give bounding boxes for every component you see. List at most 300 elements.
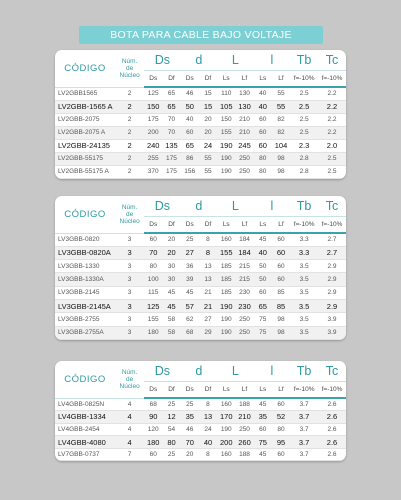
num-nucleo-header: Núm. de Núcleo [115, 196, 144, 233]
L-f-cell: 245 [235, 139, 253, 152]
ds-f-cell: 135 [162, 139, 180, 152]
sub-header: Ds [181, 217, 199, 234]
d-f-cell: 55 [199, 165, 217, 178]
ds-f-cell: 58 [162, 326, 180, 339]
nucleo-cell: 2 [115, 165, 144, 178]
tc-cell: 2.7 [318, 233, 346, 246]
l-s-cell: 50 [254, 260, 272, 273]
d-cell: 27 [181, 246, 199, 259]
l-f-cell: 60 [272, 273, 290, 286]
code-cell: LV3GBB-2145 [55, 286, 115, 299]
table-row [55, 448, 346, 461]
l-f-cell: 82 [272, 126, 290, 139]
l-s-cell: 75 [254, 313, 272, 326]
d-f-cell: 24 [199, 423, 217, 436]
spec-table [55, 50, 346, 179]
l-f-cell: 52 [272, 411, 290, 424]
d-f-cell: 15 [199, 87, 217, 100]
tb-cell: 2.5 [290, 87, 318, 100]
ds-f-cell: 70 [162, 113, 180, 126]
sub-header: Df [199, 382, 217, 399]
L-s-cell: 155 [217, 246, 235, 259]
ds-cell: 180 [144, 326, 162, 339]
l-s-cell: 40 [254, 87, 272, 100]
sub-header: f=-10% [318, 217, 346, 234]
ds-cell: 175 [144, 113, 162, 126]
sub-header: Ls [254, 71, 272, 88]
tb-header: Tb [290, 50, 318, 71]
table-row [55, 260, 346, 273]
tb-header: Tb [290, 361, 318, 382]
L-header: L [217, 361, 254, 382]
tc-cell: 2.9 [318, 299, 346, 312]
L-f-cell: 188 [235, 448, 253, 461]
ds-cell: 115 [144, 286, 162, 299]
tc-header: Tc [318, 196, 346, 217]
codigo-header: CÓDIGO [55, 361, 115, 398]
ds-cell: 100 [144, 273, 162, 286]
L-s-cell: 200 [217, 436, 235, 449]
L-s-cell: 110 [217, 87, 235, 100]
l-s-cell: 35 [254, 411, 272, 424]
code-cell: LV3GBB-2755 [55, 313, 115, 326]
tb-cell: 2.5 [290, 126, 318, 139]
l-f-cell: 60 [272, 233, 290, 246]
sub-header: f=-10% [290, 217, 318, 234]
sub-header: Ls [254, 217, 272, 234]
ds-f-cell: 80 [162, 436, 180, 449]
ds-f-cell: 45 [162, 299, 180, 312]
tb-cell: 3.5 [290, 326, 318, 339]
ds-header: Ds [144, 361, 181, 382]
tc-cell: 2.5 [318, 152, 346, 165]
sub-header: Ds [181, 382, 199, 399]
sub-header: Lf [235, 217, 253, 234]
sub-header: f=-10% [318, 71, 346, 88]
d-f-cell: 55 [199, 152, 217, 165]
l-f-cell: 55 [272, 100, 290, 113]
l-f-cell: 85 [272, 299, 290, 312]
tb-cell: 3.7 [290, 436, 318, 449]
nucleo-cell: 2 [115, 100, 144, 113]
tc-cell: 2.6 [318, 411, 346, 424]
d-f-cell: 21 [199, 299, 217, 312]
L-f-cell: 210 [235, 411, 253, 424]
nucleo-cell: 3 [115, 286, 144, 299]
ds-cell: 200 [144, 126, 162, 139]
L-header: L [217, 196, 254, 217]
nucleo-cell: 4 [115, 411, 144, 424]
tc-cell: 2.2 [318, 87, 346, 100]
L-s-cell: 170 [217, 411, 235, 424]
nucleo-cell: 3 [115, 313, 144, 326]
d-f-cell: 8 [199, 398, 217, 411]
L-s-cell: 185 [217, 260, 235, 273]
code-cell: LV3GBB-0820 [55, 233, 115, 246]
d-cell: 20 [181, 448, 199, 461]
L-f-cell: 250 [235, 313, 253, 326]
table-row [55, 326, 346, 339]
tc-cell: 2.2 [318, 100, 346, 113]
l-s-cell: 60 [254, 286, 272, 299]
sub-header: Ds [144, 217, 162, 234]
num-nucleo-header: Núm. de Núcleo [115, 361, 144, 398]
ds-f-cell: 25 [162, 398, 180, 411]
l-f-cell: 98 [272, 326, 290, 339]
nucleo-cell: 2 [115, 113, 144, 126]
code-cell: LV2GBB1565 [55, 87, 115, 100]
d-cell: 70 [181, 436, 199, 449]
l-s-cell: 40 [254, 246, 272, 259]
table-row [55, 411, 346, 424]
l-s-cell: 60 [254, 126, 272, 139]
sub-header: f=-10% [318, 382, 346, 399]
l-header: l [254, 196, 291, 217]
d-cell: 46 [181, 87, 199, 100]
tb-cell: 3.5 [290, 313, 318, 326]
nucleo-cell: 4 [115, 398, 144, 411]
d-header: d [181, 50, 218, 71]
tc-cell: 2.6 [318, 398, 346, 411]
ds-f-cell: 25 [162, 448, 180, 461]
tc-cell: 2.6 [318, 448, 346, 461]
L-f-cell: 184 [235, 233, 253, 246]
ds-cell: 120 [144, 423, 162, 436]
L-f-cell: 230 [235, 299, 253, 312]
ds-cell: 150 [144, 100, 162, 113]
d-f-cell: 29 [199, 326, 217, 339]
L-s-cell: 190 [217, 165, 235, 178]
L-f-cell: 130 [235, 100, 253, 113]
L-header: L [217, 50, 254, 71]
d-cell: 39 [181, 273, 199, 286]
table-body [55, 233, 346, 339]
d-f-cell: 15 [199, 100, 217, 113]
ds-f-cell: 58 [162, 313, 180, 326]
tc-header: Tc [318, 50, 346, 71]
table-body [55, 398, 346, 461]
nucleo-cell: 3 [115, 326, 144, 339]
code-cell: LV2GBB-24135 [55, 139, 115, 152]
table-row [55, 152, 346, 165]
nucleo-cell: 2 [115, 139, 144, 152]
l-header: l [254, 50, 291, 71]
ds-cell: 90 [144, 411, 162, 424]
nucleo-cell: 3 [115, 260, 144, 273]
code-cell: LV4GBB-2454 [55, 423, 115, 436]
ds-f-cell: 30 [162, 260, 180, 273]
nucleo-cell: 3 [115, 246, 144, 259]
d-cell: 36 [181, 260, 199, 273]
tc-cell: 2.2 [318, 126, 346, 139]
d-header: d [181, 196, 218, 217]
L-s-cell: 185 [217, 273, 235, 286]
l-f-cell: 98 [272, 165, 290, 178]
table-row [55, 233, 346, 246]
table-row [55, 286, 346, 299]
tc-cell: 2.7 [318, 246, 346, 259]
tb-cell: 2.8 [290, 165, 318, 178]
tb-cell: 3.7 [290, 398, 318, 411]
nucleo-cell: 4 [115, 423, 144, 436]
d-cell: 57 [181, 299, 199, 312]
tb-cell: 3.7 [290, 423, 318, 436]
l-s-cell: 65 [254, 299, 272, 312]
tc-cell: 2.9 [318, 273, 346, 286]
tc-cell: 2.0 [318, 139, 346, 152]
ds-cell: 255 [144, 152, 162, 165]
L-f-cell: 184 [235, 246, 253, 259]
l-f-cell: 98 [272, 313, 290, 326]
l-f-cell: 80 [272, 423, 290, 436]
L-f-cell: 130 [235, 87, 253, 100]
tb-cell: 2.8 [290, 152, 318, 165]
tb-cell: 3.5 [290, 273, 318, 286]
L-f-cell: 188 [235, 398, 253, 411]
tc-cell: 2.6 [318, 436, 346, 449]
ds-f-cell: 65 [162, 100, 180, 113]
L-s-cell: 190 [217, 326, 235, 339]
tb-cell: 3.5 [290, 299, 318, 312]
d-cell: 86 [181, 152, 199, 165]
ds-f-cell: 45 [162, 286, 180, 299]
tb-cell: 2.3 [290, 139, 318, 152]
l-s-cell: 80 [254, 165, 272, 178]
L-s-cell: 190 [217, 313, 235, 326]
d-header: d [181, 361, 218, 382]
L-s-cell: 160 [217, 233, 235, 246]
sub-header: Df [162, 217, 180, 234]
code-cell: LV3GBB-2145A [55, 299, 115, 312]
sub-header: Lf [235, 71, 253, 88]
code-cell: LV2GBB-2075 [55, 113, 115, 126]
l-f-cell: 82 [272, 113, 290, 126]
l-f-cell: 60 [272, 260, 290, 273]
L-f-cell: 250 [235, 165, 253, 178]
sub-header: Lf [272, 71, 290, 88]
L-f-cell: 210 [235, 113, 253, 126]
l-f-cell: 98 [272, 152, 290, 165]
nucleo-cell: 4 [115, 436, 144, 449]
code-cell: LV3GBB-1330 [55, 260, 115, 273]
table-row [55, 113, 346, 126]
code-cell: LV3GBB-0820A [55, 246, 115, 259]
l-s-cell: 75 [254, 326, 272, 339]
d-cell: 62 [181, 313, 199, 326]
d-cell: 45 [181, 286, 199, 299]
table-row [55, 126, 346, 139]
ds-cell: 68 [144, 398, 162, 411]
sub-header: f=-10% [290, 71, 318, 88]
d-cell: 68 [181, 326, 199, 339]
d-f-cell: 8 [199, 233, 217, 246]
tb-cell: 2.5 [290, 113, 318, 126]
table-row [55, 87, 346, 100]
d-cell: 60 [181, 126, 199, 139]
l-s-cell: 60 [254, 113, 272, 126]
table-panel-4-core [55, 361, 346, 461]
L-s-cell: 160 [217, 448, 235, 461]
l-s-cell: 45 [254, 448, 272, 461]
table-panel-2-core [55, 50, 346, 179]
ds-cell: 180 [144, 436, 162, 449]
L-s-cell: 190 [217, 423, 235, 436]
l-s-cell: 45 [254, 233, 272, 246]
L-s-cell: 150 [217, 113, 235, 126]
ds-cell: 70 [144, 246, 162, 259]
page-title-banner: BOTA PARA CABLE BAJO VOLTAJE [79, 26, 323, 44]
L-f-cell: 250 [235, 152, 253, 165]
l-f-cell: 60 [272, 448, 290, 461]
nucleo-cell: 3 [115, 233, 144, 246]
tb-cell: 3.3 [290, 233, 318, 246]
l-s-cell: 40 [254, 100, 272, 113]
l-f-cell: 95 [272, 436, 290, 449]
sub-header: Lf [235, 382, 253, 399]
L-s-cell: 105 [217, 100, 235, 113]
tc-cell: 3.9 [318, 313, 346, 326]
d-f-cell: 27 [199, 313, 217, 326]
table-row [55, 299, 346, 312]
d-f-cell: 8 [199, 246, 217, 259]
code-cell: LV7GBB-0737 [55, 448, 115, 461]
L-f-cell: 215 [235, 260, 253, 273]
d-cell: 40 [181, 113, 199, 126]
l-f-cell: 55 [272, 87, 290, 100]
d-f-cell: 13 [199, 260, 217, 273]
d-f-cell: 40 [199, 436, 217, 449]
ds-f-cell: 70 [162, 126, 180, 139]
code-cell: LV2GBB-2075 A [55, 126, 115, 139]
L-s-cell: 155 [217, 126, 235, 139]
spec-table [55, 196, 346, 340]
nucleo-cell: 2 [115, 152, 144, 165]
tb-header: Tb [290, 196, 318, 217]
ds-f-cell: 54 [162, 423, 180, 436]
ds-cell: 60 [144, 233, 162, 246]
nucleo-cell: 2 [115, 87, 144, 100]
l-s-cell: 50 [254, 273, 272, 286]
sub-header: Lf [272, 382, 290, 399]
code-cell: LV2GBB-55175 [55, 152, 115, 165]
sub-header: Ls [217, 217, 235, 234]
l-s-cell: 75 [254, 436, 272, 449]
table-body [55, 87, 346, 178]
l-header: l [254, 361, 291, 382]
l-s-cell: 45 [254, 398, 272, 411]
d-cell: 46 [181, 423, 199, 436]
ds-f-cell: 20 [162, 246, 180, 259]
table-row [55, 165, 346, 178]
sub-header: Ls [217, 71, 235, 88]
d-f-cell: 21 [199, 286, 217, 299]
tb-cell: 2.5 [290, 100, 318, 113]
ds-f-cell: 175 [162, 165, 180, 178]
L-f-cell: 250 [235, 423, 253, 436]
nucleo-cell: 2 [115, 126, 144, 139]
l-s-cell: 60 [254, 139, 272, 152]
codigo-header: CÓDIGO [55, 50, 115, 87]
table-row [55, 423, 346, 436]
d-cell: 65 [181, 139, 199, 152]
num-nucleo-header: Núm. de Núcleo [115, 50, 144, 87]
d-f-cell: 8 [199, 448, 217, 461]
l-s-cell: 80 [254, 152, 272, 165]
sub-header: Ds [181, 71, 199, 88]
table-row [55, 313, 346, 326]
tb-cell: 3.3 [290, 246, 318, 259]
L-f-cell: 260 [235, 436, 253, 449]
L-s-cell: 190 [217, 152, 235, 165]
tc-cell: 3.9 [318, 326, 346, 339]
d-cell: 50 [181, 100, 199, 113]
code-cell: LV3GBB-2755A [55, 326, 115, 339]
ds-cell: 125 [144, 87, 162, 100]
ds-f-cell: 175 [162, 152, 180, 165]
L-s-cell: 160 [217, 398, 235, 411]
tb-cell: 3.5 [290, 260, 318, 273]
code-cell: LV4GBB-1334 [55, 411, 115, 424]
d-f-cell: 24 [199, 139, 217, 152]
nucleo-cell: 7 [115, 448, 144, 461]
ds-f-cell: 12 [162, 411, 180, 424]
sub-header: Df [199, 71, 217, 88]
ds-f-cell: 30 [162, 273, 180, 286]
tb-cell: 3.7 [290, 448, 318, 461]
d-f-cell: 20 [199, 126, 217, 139]
table-row [55, 273, 346, 286]
tc-cell: 2.9 [318, 286, 346, 299]
code-cell: LV4GBB-0825N [55, 398, 115, 411]
code-cell: LV3GBB-1330A [55, 273, 115, 286]
tb-cell: 3.7 [290, 411, 318, 424]
ds-cell: 155 [144, 313, 162, 326]
codigo-header: CÓDIGO [55, 196, 115, 233]
sub-header: Ls [217, 382, 235, 399]
tc-cell: 2.9 [318, 260, 346, 273]
L-f-cell: 230 [235, 286, 253, 299]
l-f-cell: 60 [272, 246, 290, 259]
table-row [55, 100, 346, 113]
tc-cell: 2.2 [318, 113, 346, 126]
tc-header: Tc [318, 361, 346, 382]
ds-f-cell: 20 [162, 233, 180, 246]
table-row [55, 139, 346, 152]
tb-cell: 3.5 [290, 286, 318, 299]
sub-header: Ls [254, 382, 272, 399]
d-cell: 156 [181, 165, 199, 178]
sub-header: Df [199, 217, 217, 234]
d-cell: 35 [181, 411, 199, 424]
sub-header: Lf [272, 217, 290, 234]
ds-cell: 125 [144, 299, 162, 312]
sub-header: Ds [144, 71, 162, 88]
ds-header: Ds [144, 50, 181, 71]
L-s-cell: 190 [217, 299, 235, 312]
L-f-cell: 215 [235, 273, 253, 286]
sub-header: Df [162, 382, 180, 399]
l-f-cell: 60 [272, 398, 290, 411]
l-f-cell: 85 [272, 286, 290, 299]
d-cell: 25 [181, 398, 199, 411]
sub-header: Df [162, 71, 180, 88]
sub-header: f=-10% [290, 382, 318, 399]
L-s-cell: 190 [217, 139, 235, 152]
l-f-cell: 104 [272, 139, 290, 152]
table-row [55, 436, 346, 449]
spec-table [55, 361, 346, 461]
ds-cell: 60 [144, 448, 162, 461]
